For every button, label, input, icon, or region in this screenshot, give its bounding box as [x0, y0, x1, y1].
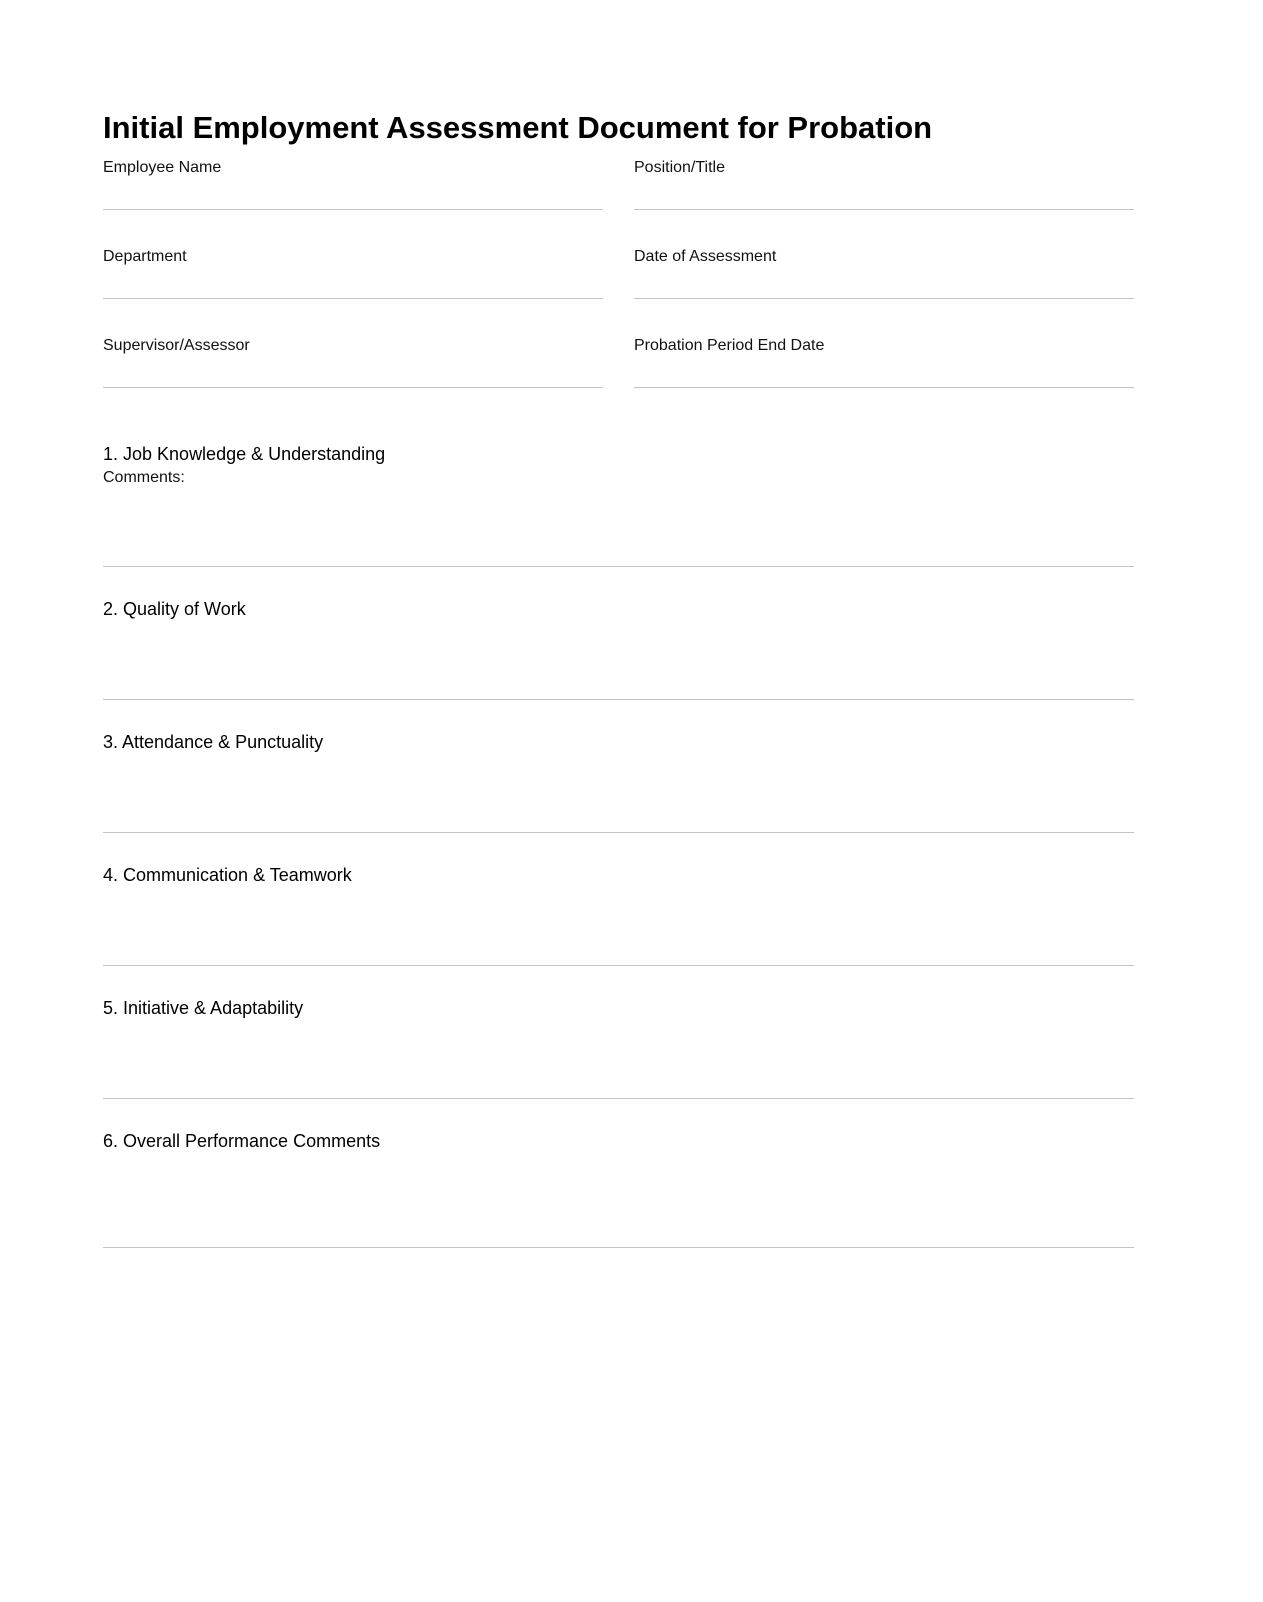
section-heading: 5. Initiative & Adaptability: [103, 998, 304, 1018]
probation-end-date-input[interactable]: [634, 359, 1134, 387]
department-field: [103, 247, 603, 299]
supervisor-assessor-input[interactable]: [103, 359, 603, 387]
attendance-punctuality-input[interactable]: [103, 761, 1134, 830]
employee-name-field: [103, 158, 603, 210]
initiative-adaptability-input[interactable]: [103, 1027, 1134, 1096]
date-of-assessment-label: Date of Assessment: [634, 248, 777, 265]
quality-of-work-input[interactable]: [103, 628, 1134, 697]
job-knowledge-comments-input[interactable]: [103, 493, 1134, 564]
date-of-assessment-input[interactable]: [634, 270, 1134, 298]
document-title: Initial Employment Assessment Document for Probation: [103, 110, 933, 145]
department-label: Department: [103, 248, 187, 265]
section-quality-of-work: [103, 598, 1134, 700]
department-input[interactable]: [103, 270, 603, 298]
section-attendance-punctuality: [103, 731, 1134, 833]
probation-end-date-field: [634, 336, 1134, 388]
position-title-input[interactable]: [634, 181, 1134, 209]
overall-performance-comments-input[interactable]: [103, 1160, 1134, 1245]
section-heading: 2. Quality of Work: [103, 599, 246, 619]
section-overall-performance: [103, 1130, 1134, 1248]
employee-name-label: Employee Name: [103, 159, 222, 176]
employee-name-input[interactable]: [103, 181, 603, 209]
date-of-assessment-field: [634, 247, 1134, 299]
section-job-knowledge: [103, 443, 1134, 567]
section-heading: 1. Job Knowledge & Understanding: [103, 444, 386, 464]
probation-end-date-label: Probation Period End Date: [634, 337, 825, 354]
section-heading: 3. Attendance & Punctuality: [103, 732, 324, 752]
supervisor-assessor-label: Supervisor/Assessor: [103, 337, 250, 354]
supervisor-assessor-field: [103, 336, 603, 388]
comments-label: Comments:: [103, 469, 185, 486]
communication-teamwork-input[interactable]: [103, 894, 1134, 963]
section-heading: 6. Overall Performance Comments: [103, 1131, 381, 1151]
section-heading: 4. Communication & Teamwork: [103, 865, 352, 885]
section-initiative-adaptability: [103, 997, 1134, 1099]
section-communication-teamwork: [103, 864, 1134, 966]
position-title-label: Position/Title: [634, 159, 725, 176]
position-title-field: [634, 158, 1134, 210]
